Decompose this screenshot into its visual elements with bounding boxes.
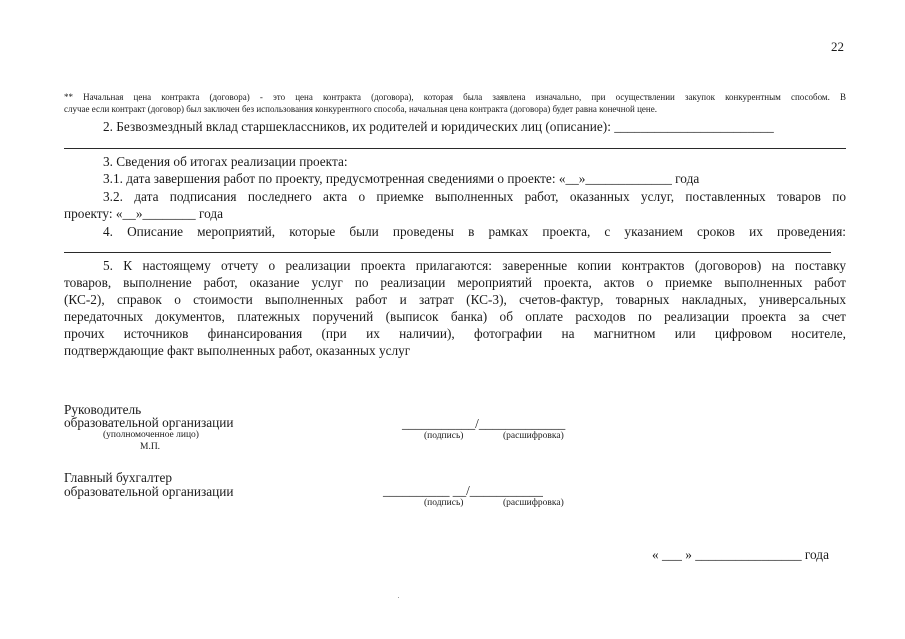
signature-caption: (подпись)	[424, 431, 464, 441]
item-3-2-line-2: проекту: «__»________ года	[64, 206, 224, 221]
head-title-line-1: Руководитель	[64, 402, 142, 417]
scan-speck	[398, 597, 399, 598]
item-5-line-2: товаров, выполнение работ, оказание услуг по реализации мероприятий проекта, актов о приемке выполненных работ	[64, 275, 846, 290]
item-2-contribution: 2. Безвозмездный вклад старшеклассников, их родителей и юридических лиц (описание): ________________________	[103, 119, 774, 134]
accountant-title-line-2: образовательной организации	[64, 484, 234, 499]
item-4-activities: 4. Описание мероприятий, которые были проведены в рамках проекта, с указанием сроков их проведения:	[103, 224, 846, 239]
decoding-caption: (расшифровка)	[503, 431, 564, 441]
decoding-caption: (расшифровка)	[503, 498, 564, 508]
fill-in-line	[64, 252, 831, 253]
item-5-line-6: подтверждающие факт выполненных работ, оказанных услуг	[64, 343, 411, 358]
footnote-line-1: ** Начальная цена контракта (договора) - это цена контракта (договора), которая была заявлена изначально, при осуществлении закупок конкурентным способом. В	[64, 92, 846, 102]
item-3-heading: 3. Сведения об итогах реализации проекта:	[103, 154, 348, 169]
authorized-person-note: (уполномоченное лицо)	[103, 430, 199, 440]
stamp-place-label: М.П.	[140, 442, 161, 452]
accountant-title-line-1: Главный бухгалтер	[64, 470, 173, 485]
head-title-line-2: образовательной организации	[64, 415, 234, 430]
page-number: 22	[831, 39, 844, 54]
fill-in-line	[64, 148, 846, 149]
item-3-1-completion-date: 3.1. дата завершения работ по проекту, предусмотренная сведениями о проекте: «__»_____________ года	[103, 171, 700, 186]
signature-caption: (подпись)	[424, 498, 464, 508]
item-5-line-4: передаточных документов, платежных поручений (выписок банка) об оплате расходов по реализации проекта за счет	[64, 309, 846, 324]
item-5-line-5: прочих источников финансирования (при их наличии), фотографии на магнитном или цифровом носителе,	[64, 326, 846, 341]
item-5-line-1: 5. К настоящему отчету о реализации проекта прилагаются: заверенные копии контрактов (договоров) на поставку	[103, 258, 846, 273]
accountant-signature-line: __________ __/___________	[383, 483, 543, 498]
head-signature-line: ___________/_____________	[402, 416, 566, 431]
footnote-line-2: случае если контракт (договор) был заключен без использования конкурентного способа, начальная цена контракта (договора) будет равна конечной цене.	[64, 104, 657, 114]
item-3-2-line-1: 3.2. дата подписания последнего акта о приемке выполненных работ, оказанных услуг, поставленных товаров по	[103, 189, 846, 204]
date-line: « ___ » ________________ года	[652, 547, 829, 562]
item-5-line-3: (КС-2), справок о стоимости выполненных работ и затрат (КС-3), счетов-фактур, товарных накладных, универсальных	[64, 292, 846, 307]
